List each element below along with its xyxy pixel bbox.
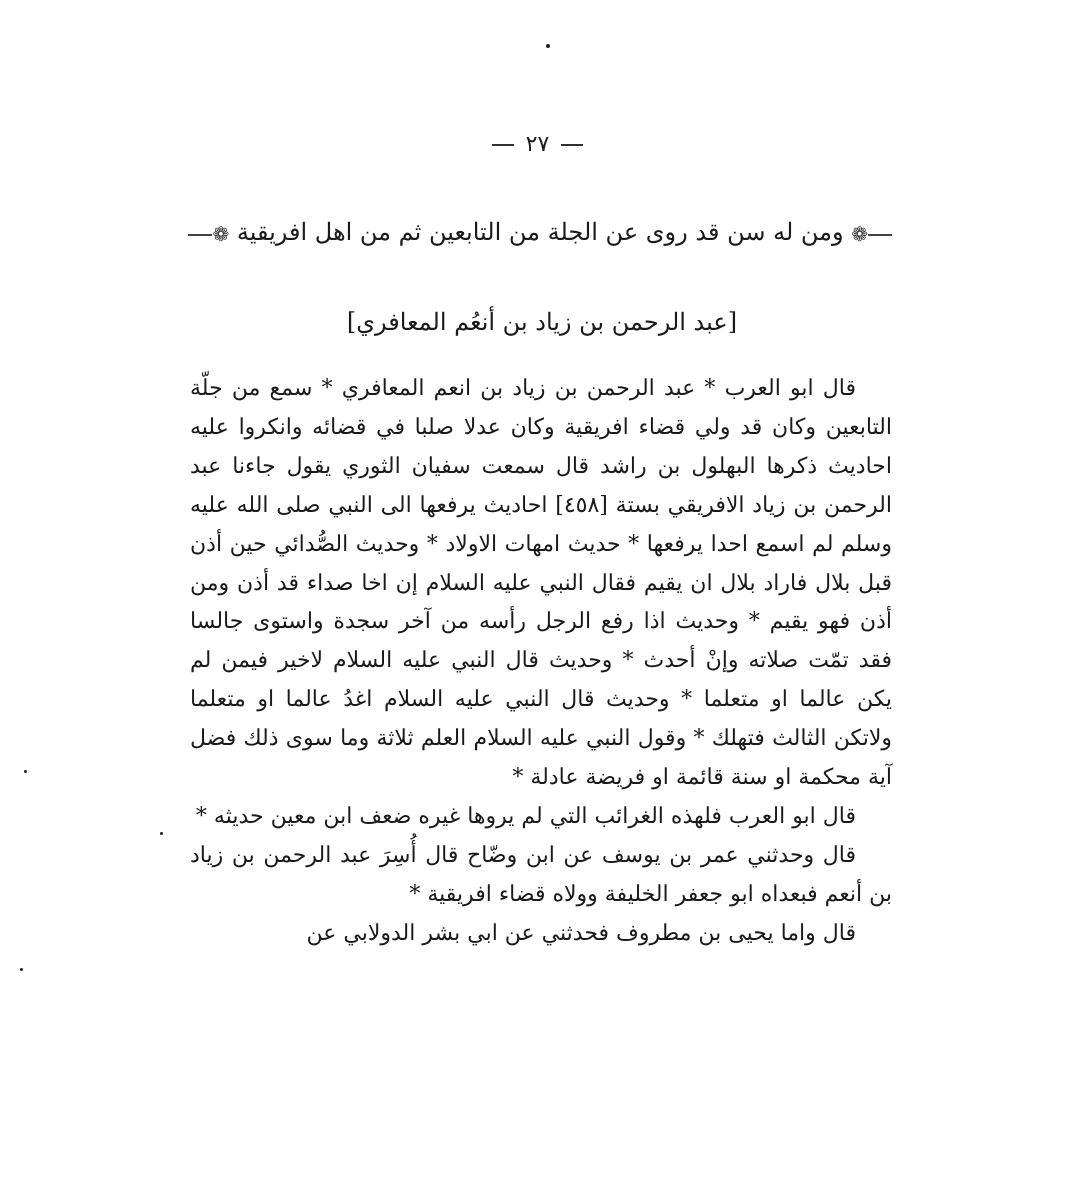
scan-speck	[546, 44, 550, 48]
page-number-dash	[561, 144, 583, 146]
paragraph: قال واما يحيى بن مطروف فحدثني عن ابي بشر الدولابي عن	[306, 920, 856, 946]
ornament-right-icon: ❁	[851, 222, 892, 246]
paragraph: قال ابو العرب فلهذه الغرائب التي لم يروها غيره ضعف ابن معين حديثه *	[195, 803, 856, 829]
chapter-heading	[192, 218, 892, 246]
page-number-dash	[492, 144, 514, 146]
scan-speck	[160, 832, 163, 835]
ornament-left-icon: ❁	[188, 222, 229, 246]
chapter-heading-text: ومن له سن قد روى عن الجلة من التابعين ثم من اهل افريقية	[236, 218, 844, 246]
section-title: [عبد الرحمن بن زياد بن أنعُم المعافري]	[346, 308, 738, 336]
body-text	[190, 370, 892, 954]
page-number	[0, 132, 1075, 157]
paragraph: قال ابو العرب * عبد الرحمن بن زياد بن انعم المعافري * سمع من جلّة التابعين وكان قد ولي قضاء افريقية وكان عدلا صلبا في قضائه وانكروا عليه احاديث ذكرها البهلول بن راشد قال سمعت سفيان الثوري يقول جاءنا عبد الرحمن بن زياد الافريقي بستة [٤٥٨] احاديث يرفعها الى النبي صلى الله عليه وسلم لم اسمع احدا يرفعها * حديث امهات الاولاد * وحديث الصُّدائي حين أذن قبل بلال فاراد بلال ان يقيم فقال النبي عليه السلام إن اخا صداء قد أذن ومن أذن فهو يقيم * وحديث اذا رفع الرجل رأسه من آخر سجدة واستوى جالسا فقد تمّت صلاته وإنْ أحدث * وحديث قال النبي عليه السلام لاخير فيمن لم يكن عالما او متعلما * وحديث قال النبي عليه السلام اغدُ عالما او متعلما ولاتكن الثالث فتهلك * وقول النبي عليه السلام العلم ثلاثة وما سوى ذلك فضل آية محكمة او سنة قائمة او فريضة عادلة *	[190, 376, 893, 791]
scan-speck	[24, 770, 27, 773]
scan-speck	[20, 968, 23, 971]
paragraph: قال وحدثني عمر بن يوسف عن ابن وضّاح قال أُسِرَ عبد الرحمن بن زياد بن أنعم فبعداه ابو جعفر الخليفة وولاه قضاء افريقية *	[190, 842, 892, 907]
page-number-value: ٢٧	[525, 132, 550, 157]
